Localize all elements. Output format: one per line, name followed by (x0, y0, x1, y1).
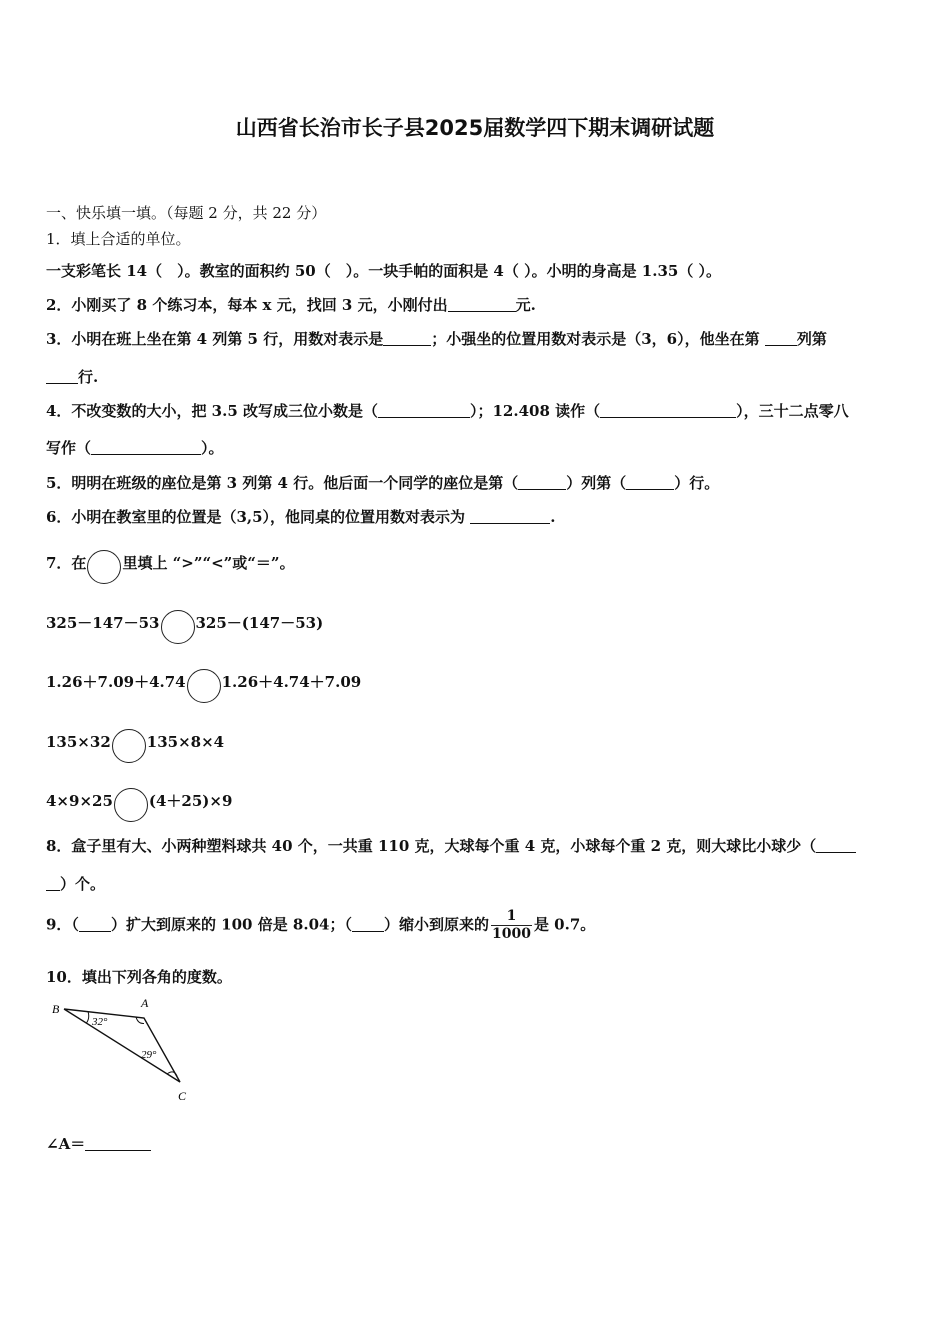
angle-b-arc (87, 1012, 89, 1024)
compare-circle[interactable] (114, 788, 148, 822)
answer-blank[interactable] (378, 403, 470, 418)
question-1-prompt: 1．填上合适的单位。 (46, 230, 191, 248)
question-4-text-4: 写作（ (46, 439, 92, 457)
answer-blank[interactable] (448, 297, 516, 312)
question-9-text-2: ）扩大到原来的 100 倍是 8.04；（ (110, 915, 352, 934)
compare-circle (87, 550, 121, 584)
question-4-text-2: ）；12.408 读作（ (469, 402, 601, 420)
question-8-text: 8．盒子里有大、小两种塑料球共 40 个，一共重 110 克，大球每个重 4 克，小球每个重 2 克，则大球比小球少（ (46, 837, 817, 855)
answer-blank[interactable] (352, 917, 384, 932)
compare-row (46, 729, 224, 763)
question-2-text: 2．小刚买了 8 个练习本，每本 x 元，找回 3 元，小刚付出 (46, 296, 448, 314)
answer-blank[interactable] (85, 1136, 151, 1151)
question-6-text-2: . (550, 508, 556, 526)
compare-right: 325－(147－53) (195, 614, 324, 632)
answer-blank[interactable] (816, 838, 856, 853)
compare-row (46, 669, 361, 703)
triangle-outline (64, 1009, 180, 1082)
question-4-text-5: ）。 (201, 439, 224, 457)
question-9 (46, 908, 595, 943)
question-5-text: 5．明明在班级的座位是第 3 列第 4 行。他后面一个同学的座位是第（ (46, 474, 519, 492)
question-1-body: 一支彩笔长 14（ ）。教室的面积约 50（ ）。一块手帕的面积是 4（ ）。小明的身高是 1.35（ ）。 (46, 262, 722, 280)
compare-row (46, 610, 323, 644)
answer-blank[interactable] (46, 369, 78, 384)
question-3-line-2 (46, 366, 98, 387)
question-6-text: 6．小明在教室里的位置是（3,5），他同桌的位置用数对表示为 (46, 508, 466, 526)
compare-row (46, 788, 232, 822)
question-8-line-2 (46, 873, 105, 894)
section-heading: 一、快乐填一填。（每题 2 分，共 22 分） (46, 204, 327, 222)
answer-blank[interactable] (46, 876, 60, 891)
triangle-figure (46, 994, 196, 1106)
question-3-text-4: 行. (78, 368, 99, 386)
answer-blank[interactable] (470, 509, 550, 524)
question-7 (46, 550, 295, 584)
question-8 (46, 835, 856, 856)
question-10-answer-label: ∠A＝ (46, 1135, 86, 1153)
question-3-text-3: 列第 (796, 330, 827, 348)
compare-right: (4＋25)×9 (148, 792, 233, 810)
fraction-numerator: 1 (491, 908, 532, 926)
vertex-label-a: A (141, 996, 149, 1010)
answer-blank[interactable] (383, 331, 431, 346)
compare-left: 4×9×25 (46, 792, 113, 810)
angle-c-label: 29° (141, 1049, 157, 1061)
answer-blank[interactable] (79, 917, 111, 932)
page-title: 山西省长治市长子县2025届数学四下期末调研试题 (235, 116, 715, 140)
compare-left: 135×32 (46, 733, 111, 751)
question-4-text: 4．不改变数的大小，把 3.5 改写成三位小数是（ (46, 402, 378, 420)
question-2-unit: 元. (515, 296, 536, 314)
question-5 (46, 472, 719, 493)
answer-blank[interactable] (600, 403, 736, 418)
question-7-text: 7．在 (46, 554, 87, 572)
question-5-text-3: ）行。 (674, 474, 720, 492)
question-2 (46, 294, 536, 315)
fraction (491, 908, 532, 943)
fraction-denominator: 1000 (491, 926, 531, 942)
question-9-text-4: 是 0.7。 (533, 915, 596, 934)
vertex-label-c: C (178, 1089, 187, 1103)
question-9-text-3: ）缩小到原来的 (383, 915, 489, 934)
answer-blank[interactable] (765, 331, 797, 346)
answer-blank[interactable] (518, 475, 566, 490)
question-6 (46, 506, 556, 527)
compare-circle[interactable] (187, 669, 221, 703)
question-4-line-2 (46, 437, 224, 458)
compare-right: 1.26＋4.74＋7.09 (221, 673, 362, 691)
compare-circle[interactable] (112, 729, 146, 763)
question-5-text-2: ）列第（ (566, 474, 627, 492)
question-7-text-2: 里填上 “>”“<”或“＝”。 (122, 554, 295, 572)
question-3 (46, 328, 827, 349)
vertex-label-b: B (52, 1002, 60, 1016)
question-9-text: 9．（ (46, 915, 79, 934)
compare-circle[interactable] (161, 610, 195, 644)
question-4-text-3: ），三十二点零八 (736, 402, 849, 420)
question-3-text-2: ；小强坐的位置用数对表示是（3，6），他坐在第 (431, 330, 760, 348)
compare-right: 135×8×4 (146, 733, 225, 751)
answer-blank[interactable] (626, 475, 674, 490)
compare-left: 1.26＋7.09＋4.74 (46, 673, 186, 691)
angle-b-label: 32° (92, 1016, 108, 1028)
answer-blank[interactable] (91, 440, 201, 455)
question-3-text: 3．小明在班上坐在第 4 列第 5 行，用数对表示是 (46, 330, 384, 348)
compare-left: 325－147－53 (46, 614, 160, 632)
question-4 (46, 400, 849, 421)
question-10-answer (46, 1133, 151, 1154)
question-8-text-2: ）个。 (60, 875, 106, 893)
question-10-prompt: 10．填出下列各角的度数。 (46, 968, 232, 986)
